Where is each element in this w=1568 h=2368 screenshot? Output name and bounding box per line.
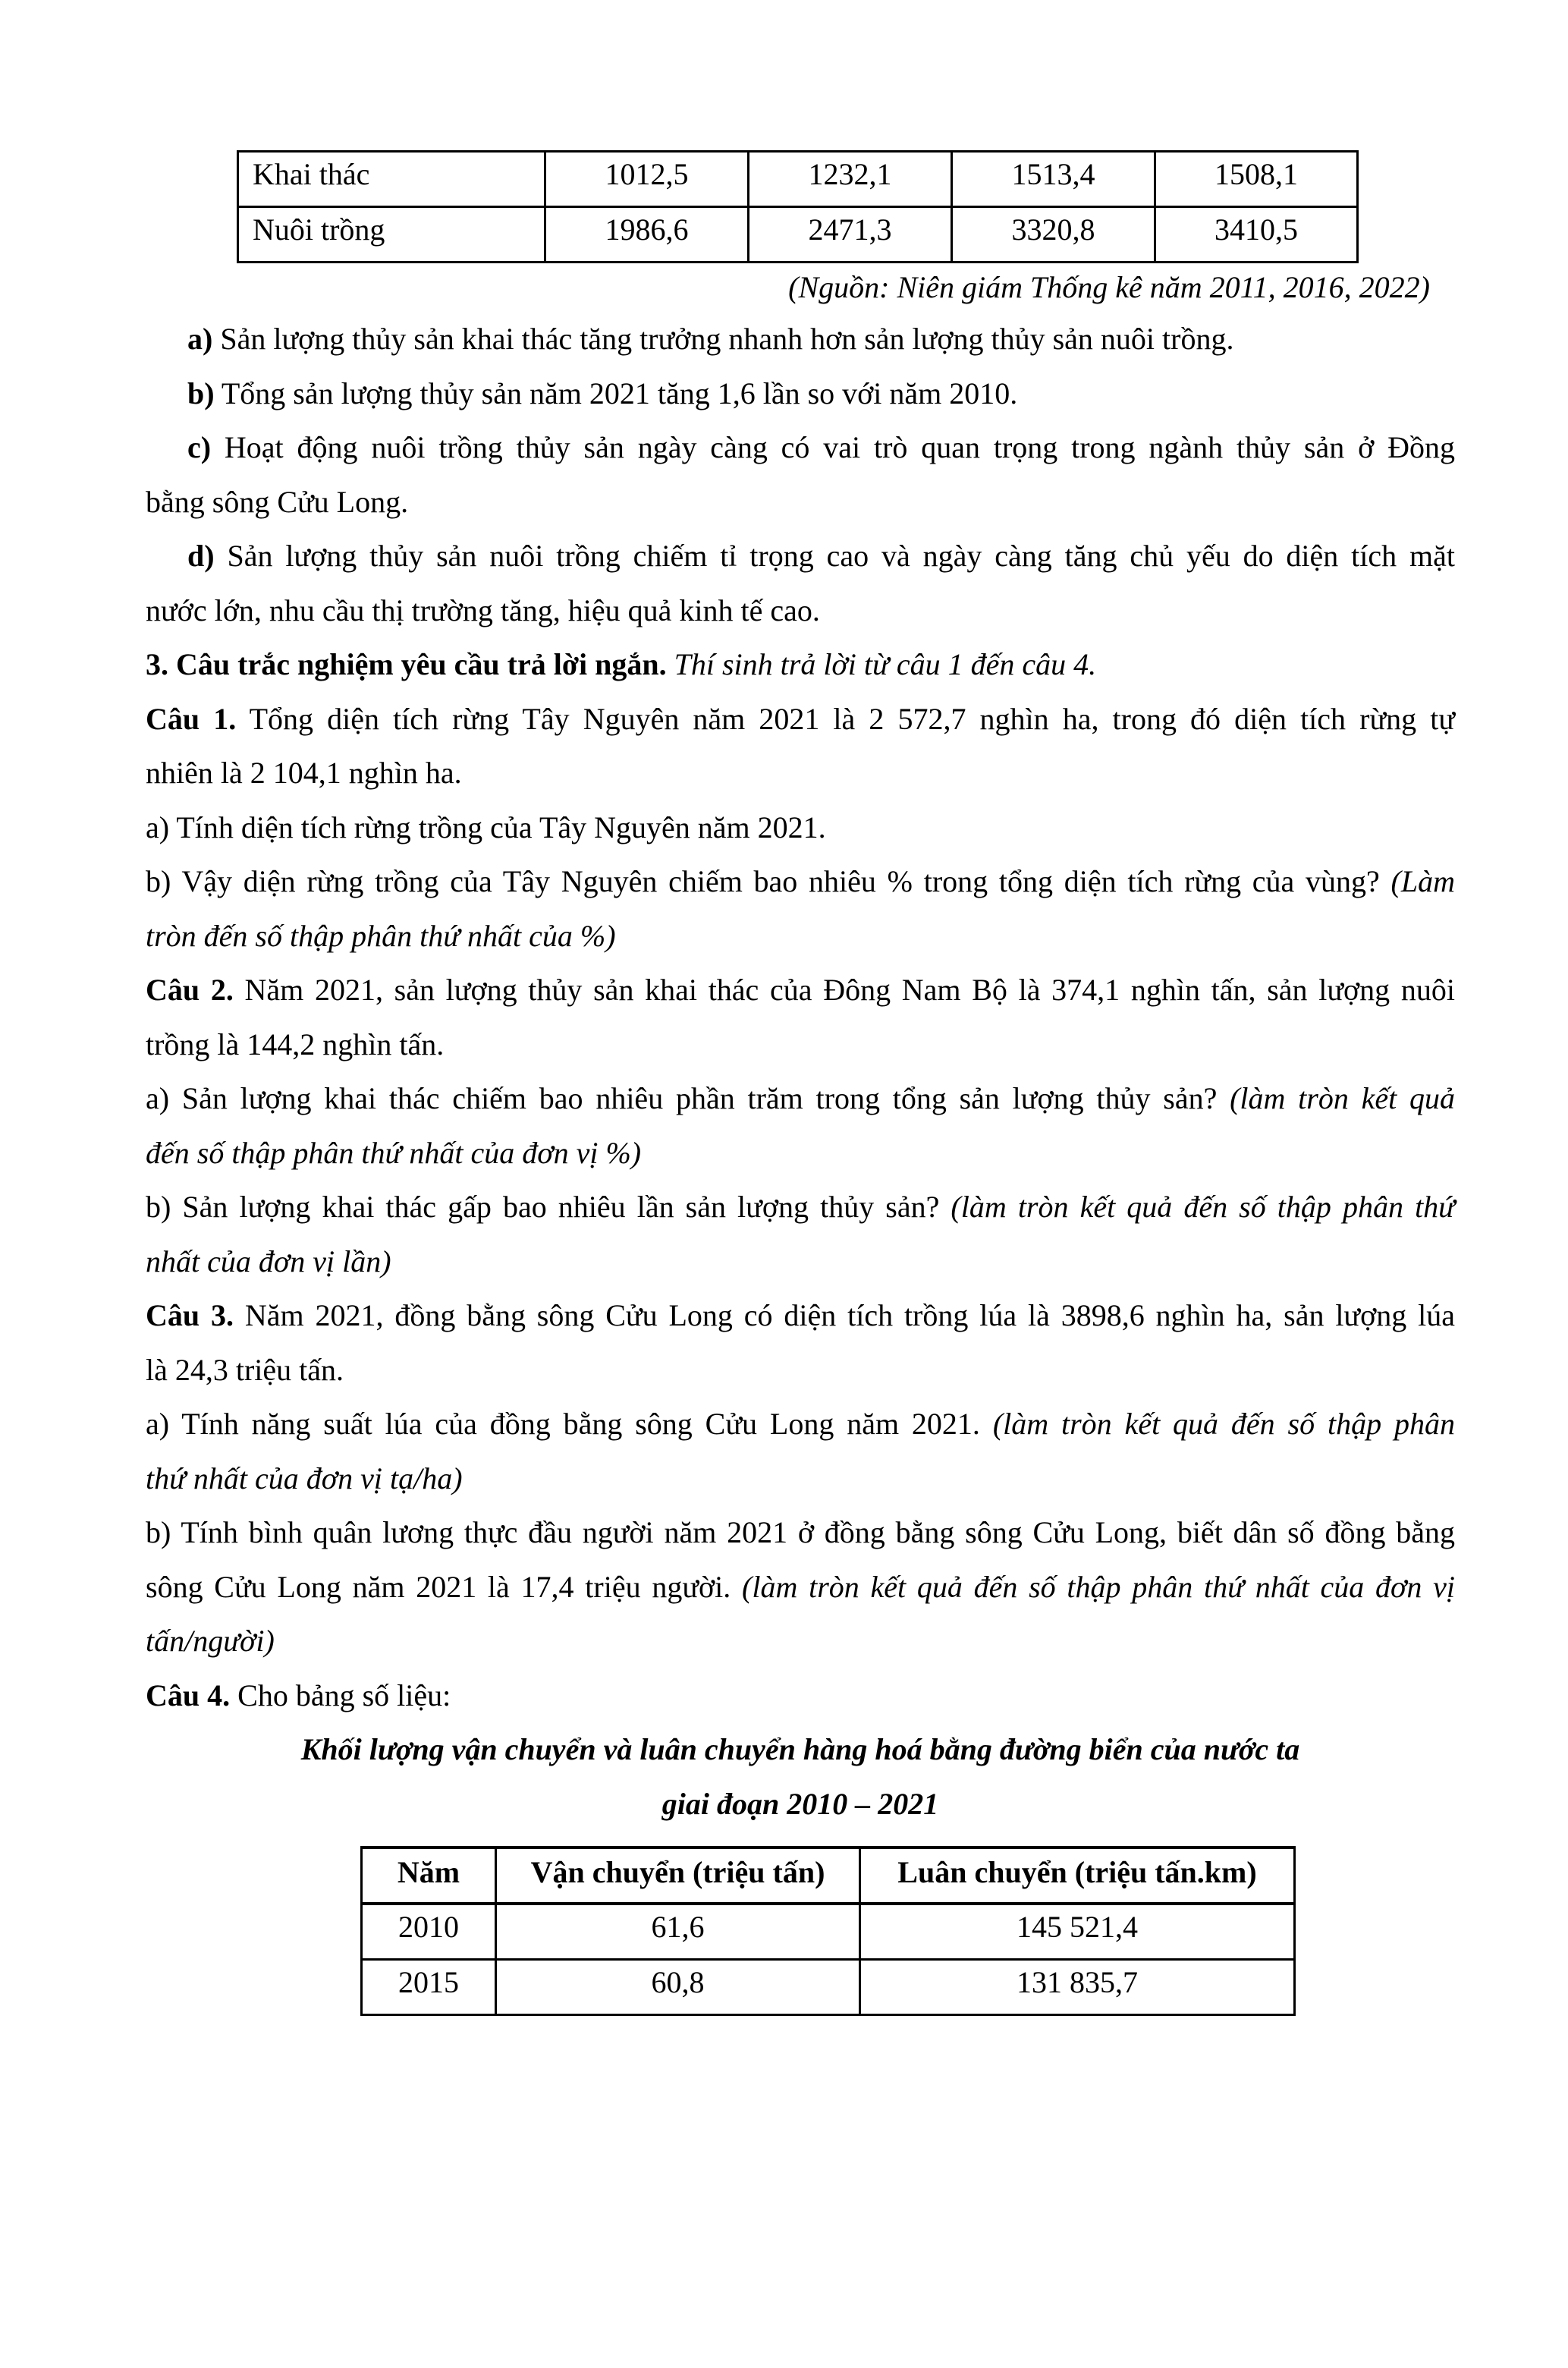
table-row: [238, 207, 1358, 263]
question-3-line-1: [146, 1288, 1455, 1343]
source-note: (Nguồn: Niên giám Thống kê năm 2011, 2016, 2022): [788, 270, 1430, 304]
header-cell: Năm: [362, 1848, 496, 1904]
value-cell: 60,8: [496, 1960, 860, 2015]
text-segment: Sản lượng thủy sản nuôi trồng chiếm tỉ trọng cao và ngày càng tăng chủ yếu do diện tích mặt: [214, 539, 1455, 573]
question-3-b-line-1: [146, 1505, 1455, 1560]
text-segment: b) Sản lượng khai thác gấp bao nhiêu lần sản lượng thủy sản?: [146, 1190, 951, 1224]
statement-c-line-2: [146, 475, 1455, 530]
question-1-b-line-1: [146, 854, 1455, 909]
question-1-b-line-2: [146, 909, 1455, 964]
value-cell: 1513,4: [952, 152, 1155, 207]
value-cell: 3410,5: [1155, 207, 1358, 263]
text-segment: là 24,3 triệu tấn.: [146, 1352, 344, 1387]
table-title-line-1-line-1: [146, 1722, 1455, 1777]
question-2-b-line-1: [146, 1180, 1455, 1234]
question-2-a-line-2: [146, 1126, 1455, 1181]
text-segment: b) Vậy diện rừng trồng của Tây Nguyên chiếm bao nhiêu % trong tổng diện tích rừng của vùng?: [146, 864, 1391, 898]
text-segment: (Làm: [1390, 864, 1455, 898]
question-1-a-line-1: [146, 800, 1455, 855]
text-segment: tấn/người): [146, 1624, 275, 1658]
statement-a-line-1: [146, 312, 1455, 366]
value-cell: 145 521,4: [860, 1904, 1295, 1960]
text-segment: nhiên là 2 104,1 nghìn ha.: [146, 756, 462, 790]
text-segment: 3. Câu trắc nghiệm yêu cầu trả lời ngắn.: [146, 647, 667, 681]
value-cell: 61,6: [496, 1904, 860, 1960]
question-3-b-line-3: [146, 1614, 1455, 1668]
text-segment: Câu 1.: [146, 701, 237, 736]
text-segment: Câu 3.: [146, 1298, 234, 1332]
question-4-line-1: [146, 1668, 1455, 1723]
text-segment: Thí sinh trả lời từ câu 1 đến câu 4.: [674, 647, 1097, 681]
question-2-a-line-1: [146, 1071, 1455, 1126]
table-header-row: [362, 1848, 1295, 1904]
fishery-production-table: [237, 150, 1359, 263]
table-row: [238, 152, 1358, 207]
document-page: [0, 150, 1568, 2016]
text-segment: nhất của đơn vị lần): [146, 1244, 391, 1278]
text-segment: a) Sản lượng khai thác chiếm bao nhiêu phần trăm trong tổng sản lượng thủy sản?: [146, 1081, 1230, 1115]
table-title-line-2-line-1: [146, 1777, 1455, 1832]
text-segment: d): [187, 539, 215, 573]
text-segment: (làm tròn kết quả đến số thập phân: [992, 1407, 1455, 1441]
text-segment: nước lớn, nhu cầu thị trường tăng, hiệu quả kinh tế cao.: [146, 593, 820, 627]
value-cell: 2015: [362, 1960, 496, 2015]
value-cell: 1012,5: [545, 152, 749, 207]
table-row: [362, 1960, 1295, 2015]
text-segment: (làm tròn kết quả đến số thập phân thứ: [951, 1190, 1456, 1224]
text-segment: Tổng diện tích rừng Tây Nguyên năm 2021 là 2 572,7 nghìn ha, trong đó diện tích rừng tự: [236, 701, 1455, 736]
value-cell: 2471,3: [749, 207, 952, 263]
question-3-b-line-2: [146, 1560, 1455, 1615]
text-segment: a) Tính diện tích rừng trồng của Tây Nguyên năm 2021.: [146, 810, 826, 844]
section-3-heading-line-1: [146, 637, 1455, 692]
text-segment: trồng là 144,2 nghìn tấn.: [146, 1027, 445, 1061]
row-label-cell: Nuôi trồng: [238, 207, 545, 263]
text-segment: Sản lượng thủy sản khai thác tăng trưởng nhanh hơn sản lượng thủy sản nuôi trồng.: [212, 322, 1234, 356]
question-2-line-1: [146, 963, 1455, 1017]
text-segment: c): [187, 430, 212, 464]
header-cell: Vận chuyển (triệu tấn): [496, 1848, 860, 1904]
question-3-a-line-1: [146, 1397, 1455, 1451]
statement-d-line-1: [146, 529, 1455, 583]
text-segment: Hoạt động nuôi trồng thủy sản ngày càng có vai trò quan trọng trong ngành thủy sản ở Đồng: [211, 430, 1455, 464]
statement-d-line-2: [146, 583, 1455, 638]
row-label-cell: Khai thác: [238, 152, 545, 207]
question-3-a-line-2: [146, 1451, 1455, 1506]
text-segment: thứ nhất của đơn vị tạ/ha): [146, 1461, 463, 1495]
text-segment: giai đoạn 2010 – 2021: [661, 1786, 939, 1821]
text-segment: b) Tính bình quân lương thực đầu người năm 2021 ở đồng bằng sông Cửu Long, biết dân số đồng bằng: [146, 1515, 1455, 1549]
text-segment: sông Cửu Long năm 2021 là 17,4 triệu người.: [146, 1569, 743, 1604]
question-1-line-2: [146, 746, 1455, 800]
text-segment: Khối lượng vận chuyển và luân chuyển hàng hoá bằng đường biển của nước ta: [300, 1732, 1300, 1766]
text-segment: Năm 2021, sản lượng thủy sản khai thác của Đông Nam Bộ là 374,1 nghìn tấn, sản lượng nuôi: [233, 973, 1455, 1007]
statement-c-line-1: [146, 420, 1455, 475]
text-segment: bằng sông Cửu Long.: [146, 484, 409, 519]
text-segment: (làm tròn kết quả đến số thập phân thứ nhất của đơn vị: [742, 1569, 1455, 1604]
text-segment: (làm tròn kết quả: [1230, 1081, 1455, 1115]
text-segment: a): [187, 322, 213, 356]
value-cell: 1986,6: [545, 207, 749, 263]
sea-cargo-table: [360, 1846, 1296, 2016]
text-segment: [667, 647, 674, 681]
header-cell: Luân chuyển (triệu tấn.km): [860, 1848, 1295, 1904]
text-segment: Năm 2021, đồng bằng sông Cửu Long có diện tích trồng lúa là 3898,6 nghìn ha, sản lượng lúa: [234, 1298, 1455, 1332]
question-2-line-2: [146, 1017, 1455, 1072]
table-row: [362, 1904, 1295, 1960]
text-segment: b): [187, 376, 215, 410]
statement-b-line-1: [146, 366, 1455, 421]
question-2-b-line-2: [146, 1234, 1455, 1289]
value-cell: 1232,1: [749, 152, 952, 207]
value-cell: 1508,1: [1155, 152, 1358, 207]
value-cell: 131 835,7: [860, 1960, 1295, 2015]
text-segment: Cho bảng số liệu:: [230, 1678, 451, 1712]
document-body: [146, 312, 1455, 1831]
text-segment: a) Tính năng suất lúa của đồng bằng sông Cửu Long năm 2021.: [146, 1407, 993, 1441]
value-cell: 3320,8: [952, 207, 1155, 263]
text-segment: đến số thập phân thứ nhất của đơn vị %): [146, 1135, 642, 1170]
text-segment: Tổng sản lượng thủy sản năm 2021 tăng 1,6 lần so với năm 2010.: [214, 376, 1018, 410]
text-segment: Câu 2.: [146, 973, 234, 1007]
question-1-line-1: [146, 692, 1455, 747]
text-segment: Câu 4.: [146, 1678, 231, 1712]
value-cell: 2010: [362, 1904, 496, 1960]
text-segment: tròn đến số thập phân thứ nhất của %): [146, 918, 616, 953]
question-3-line-2: [146, 1343, 1455, 1398]
